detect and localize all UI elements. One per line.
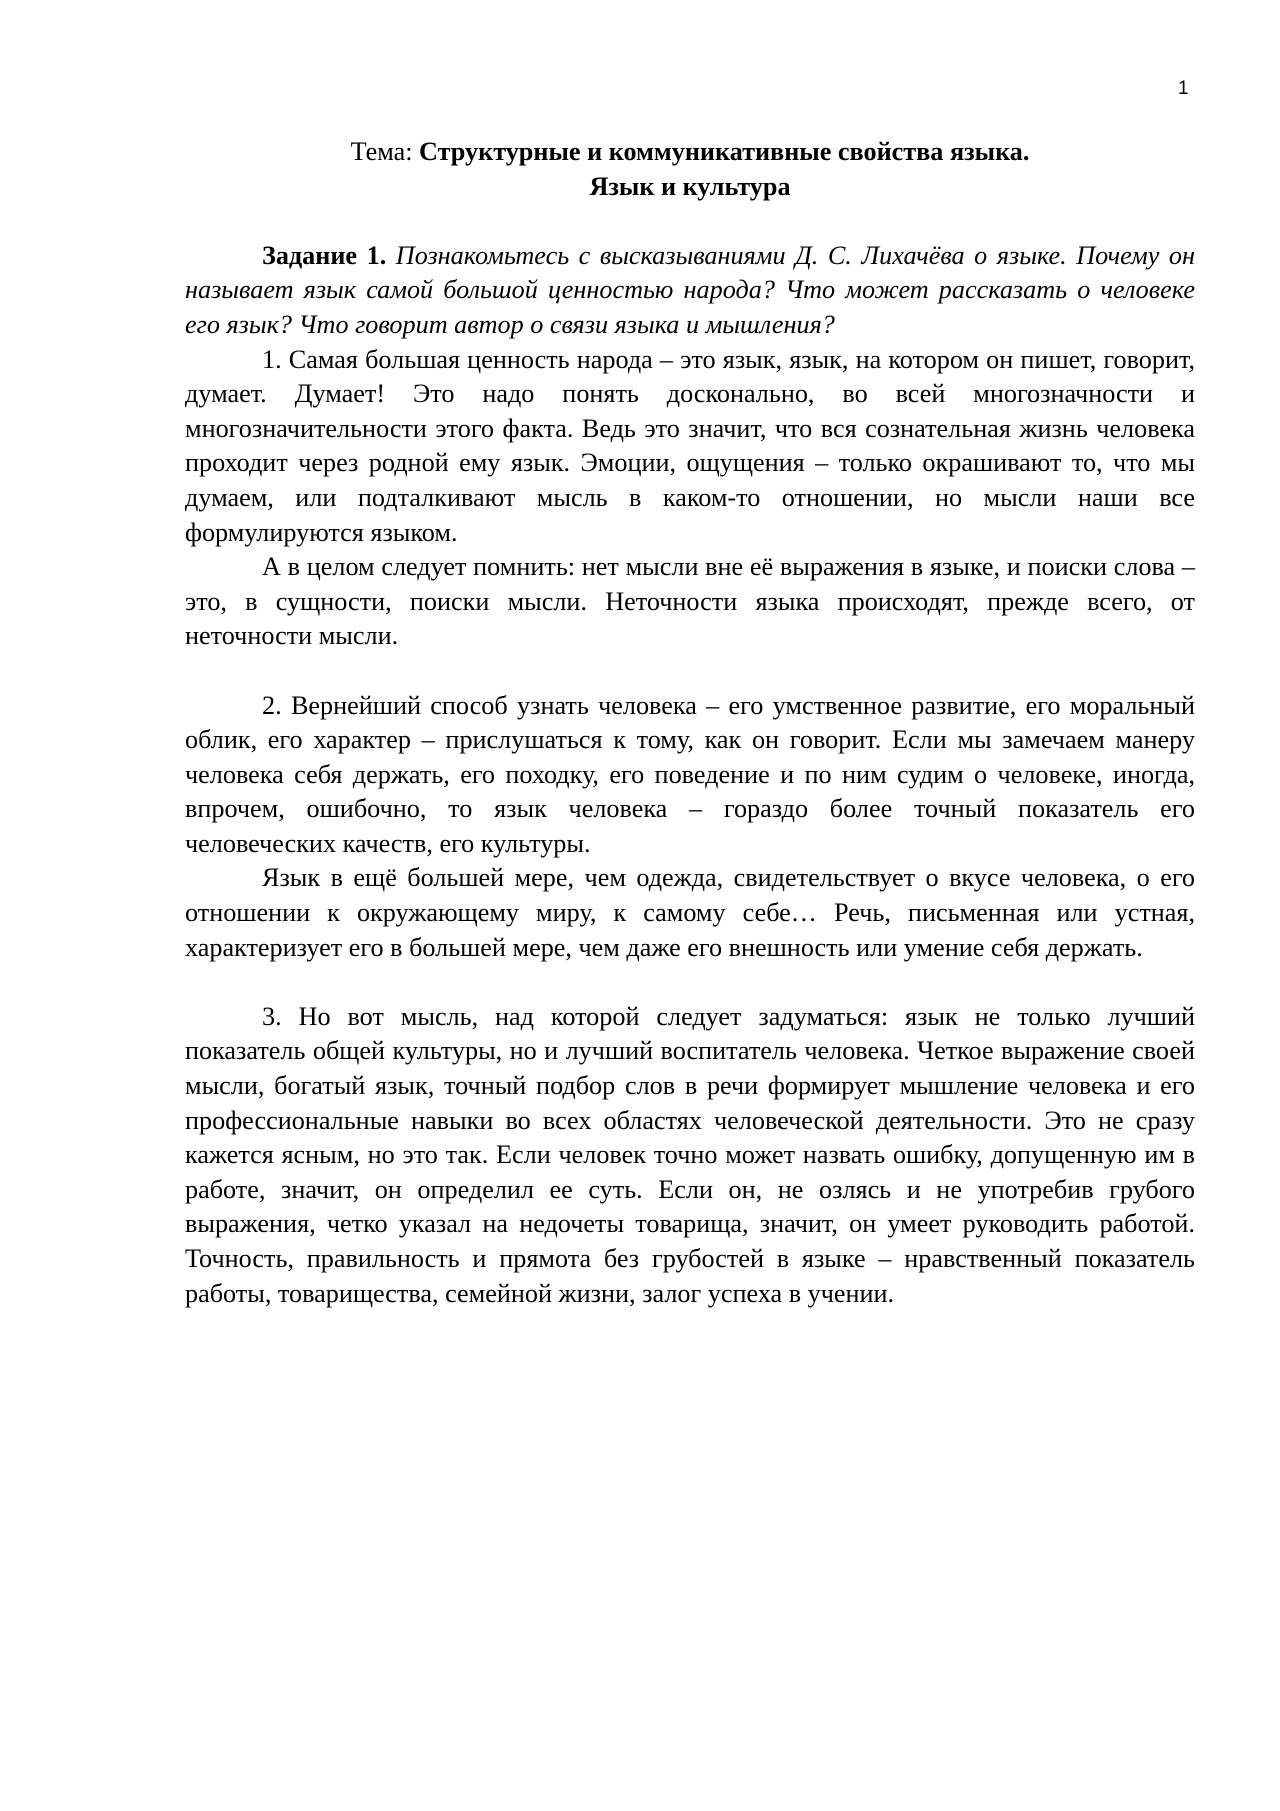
quote-2-paragraph-2: Язык в ещё большей мере, чем одежда, свидетельствует о вкусе человека, о его отношении к окружающему миру, к самому себе… Речь, письменная или устная, характеризует его в большей мере, чем даже его внешность или умение себя держать. <box>185 863 1195 962</box>
task-label: Задание 1. <box>262 240 387 270</box>
task-text: Познакомьтесь с высказываниями Д. С. Лихачёва о языке. Почему он называет язык самой большой ценностью народа? Что может рассказать о человеке его язык? Что говорит автор о связи языка и мышления? <box>185 240 1196 339</box>
spacer <box>185 654 1195 689</box>
task-paragraph <box>185 239 1195 343</box>
page-number: 1 <box>1178 78 1189 99</box>
topic-title-line2: Язык и культура <box>589 171 791 201</box>
quote-2-paragraph-1: 2. Вернейший способ узнать человека – его умственное развитие, его моральный облик, его характер – прислушаться к тому, как он говорит. Если мы замечаем манеру человека себя держать, его походку, его поведение и по ним судим о человеке, иногда, впрочем, ошибочно, то язык человека – гораздо более точный показатель его человеческих качеств, его культуры. <box>185 690 1195 858</box>
quote-3-paragraph-1: 3. Но вот мысль, над которой следует задуматься: язык не только лучший показатель общей культуры, но и лучший воспитатель человека. Четкое выражение своей мысли, богатый язык, точный подбор слов в речи формирует мышление человека и его профессиональные навыки во всех областях человеческой деятельности. Это не сразу кажется ясным, но это так. Если человек точно может назвать ошибку, допущенную им в работе, значит, он определил ее суть. Если он, не озлясь и не употребив грубого выражения, четко указал на недочеты товарища, значит, он умеет руководить работой. Точность, правильность и прямота без грубостей в языке – нравственный показатель работы, товарищества, семейной жизни, залог успеха в учении. <box>185 1001 1195 1308</box>
quote-1 <box>185 343 1195 654</box>
spacer <box>185 204 1195 239</box>
quote-3 <box>185 1000 1195 1311</box>
spacer <box>185 965 1195 1000</box>
quote-1-paragraph-2: А в целом следует помнить: нет мысли вне её выражения в языке, и поиски слова – это, в сущности, поиски мысли. Неточности языка происходят, прежде всего, от неточности мысли. <box>185 552 1195 651</box>
topic-label: Тема: <box>350 137 420 166</box>
quote-2 <box>185 689 1195 966</box>
page-title <box>185 135 1195 204</box>
topic-title-line1: Структурные и коммуникативные свойства языка. <box>419 137 1030 166</box>
quote-1-paragraph-1: 1. Самая большая ценность народа – это язык, язык, на котором он пишет, говорит, думает. Думает! Это надо понять досконально, во всей многозначности и многозначительности этого факта. Ведь это значит, что вся сознательная жизнь человека проходит через родной ему язык. Эмоции, ощущения – только окрашивают то, что мы думаем, или подталкивают мысль в каком-то отношении, но мысли наши все формулируются языком. <box>185 344 1195 547</box>
document-body <box>185 135 1195 1311</box>
